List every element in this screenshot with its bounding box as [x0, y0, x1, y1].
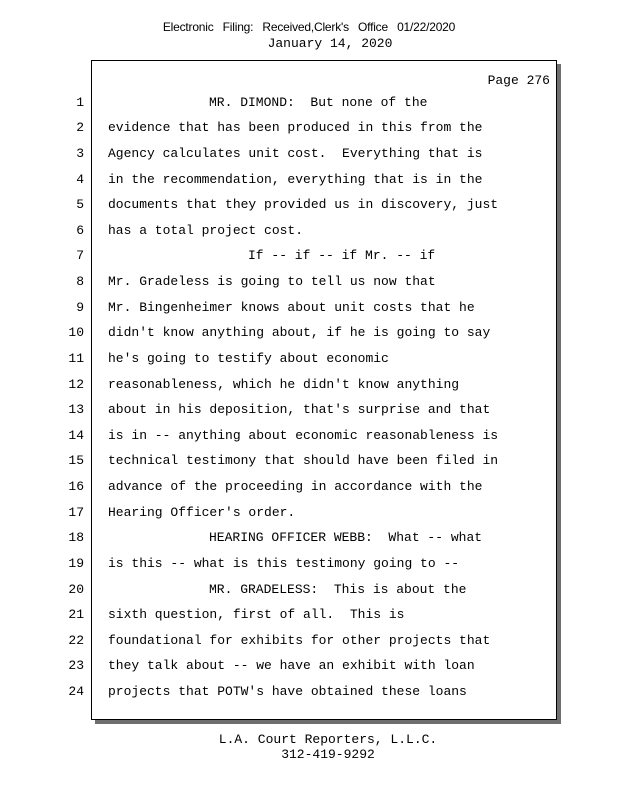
line-number: 7: [76, 248, 84, 263]
transcript-line: foundational for exhibits for other projects that: [108, 633, 491, 648]
transcript-line: is in -- anything about economic reasonableness is: [108, 428, 499, 443]
line-number: 12: [68, 377, 84, 392]
transcript-line: Mr. Bingenheimer knows about unit costs that he: [108, 300, 475, 315]
transcript-line: evidence that has been produced in this from the: [108, 120, 483, 135]
transcript-line: is this -- what is this testimony going to --: [108, 556, 460, 571]
line-number: 4: [76, 172, 84, 187]
transcript-line: documents that they provided us in discovery, just: [108, 197, 499, 212]
line-number: 2: [76, 120, 84, 135]
line-number: 10: [68, 325, 84, 340]
line-number: 22: [68, 633, 84, 648]
transcript-line: HEARING OFFICER WEBB: What -- what: [209, 530, 483, 545]
transcript-line: Mr. Gradeless is going to tell us now that: [108, 274, 436, 289]
line-number: 18: [68, 530, 84, 545]
transcript-line: Agency calculates unit cost. Everything that is: [108, 146, 483, 161]
court-reporter-phone: 312-419-9292: [281, 747, 375, 762]
hearing-date: January 14, 2020: [267, 36, 393, 51]
line-number: 13: [68, 402, 84, 417]
transcript-line: projects that POTW's have obtained these loans: [108, 684, 467, 699]
transcript-line: reasonableness, which he didn't know anything: [108, 377, 460, 392]
filing-stamp: Electronic Filing: Received,Clerk's Office 01/22/2020: [162, 20, 456, 34]
line-number: 16: [68, 479, 84, 494]
transcript-line: in the recommendation, everything that is in the: [108, 172, 483, 187]
transcript-line: about in his deposition, that's surprise and that: [108, 402, 491, 417]
line-number: 21: [68, 607, 84, 622]
line-number: 3: [76, 146, 84, 161]
line-number: 24: [68, 684, 84, 699]
line-number: 11: [68, 351, 84, 366]
transcript-line: technical testimony that should have been filed in: [108, 453, 499, 468]
line-number: 19: [68, 556, 84, 571]
line-number: 15: [68, 453, 84, 468]
line-number: 20: [68, 582, 84, 597]
transcript-line: If -- if -- if Mr. -- if: [248, 248, 436, 263]
line-number: 17: [68, 505, 84, 520]
transcript-line: MR. DIMOND: But none of the: [209, 95, 428, 110]
transcript-line: didn't know anything about, if he is going to say: [108, 325, 491, 340]
line-number: 23: [68, 658, 84, 673]
transcript-line: MR. GRADELESS: This is about the: [209, 582, 467, 597]
line-number: 5: [76, 197, 84, 212]
transcript-line: advance of the proceeding in accordance with the: [108, 479, 483, 494]
transcript-line: Hearing Officer's order.: [108, 505, 296, 520]
transcript-line: he's going to testify about economic: [108, 351, 389, 366]
transcript-line: they talk about -- we have an exhibit with loan: [108, 658, 475, 673]
line-number: 8: [76, 274, 84, 289]
line-number: 9: [76, 300, 84, 315]
line-number: 14: [68, 428, 84, 443]
transcript-line: sixth question, first of all. This is: [108, 607, 405, 622]
line-number: 1: [76, 95, 84, 110]
transcript-line: has a total project cost.: [108, 223, 304, 238]
page-number: Page 276: [487, 73, 550, 88]
court-reporter-name: L.A. Court Reporters, L.L.C.: [218, 732, 438, 747]
line-number: 6: [76, 223, 84, 238]
